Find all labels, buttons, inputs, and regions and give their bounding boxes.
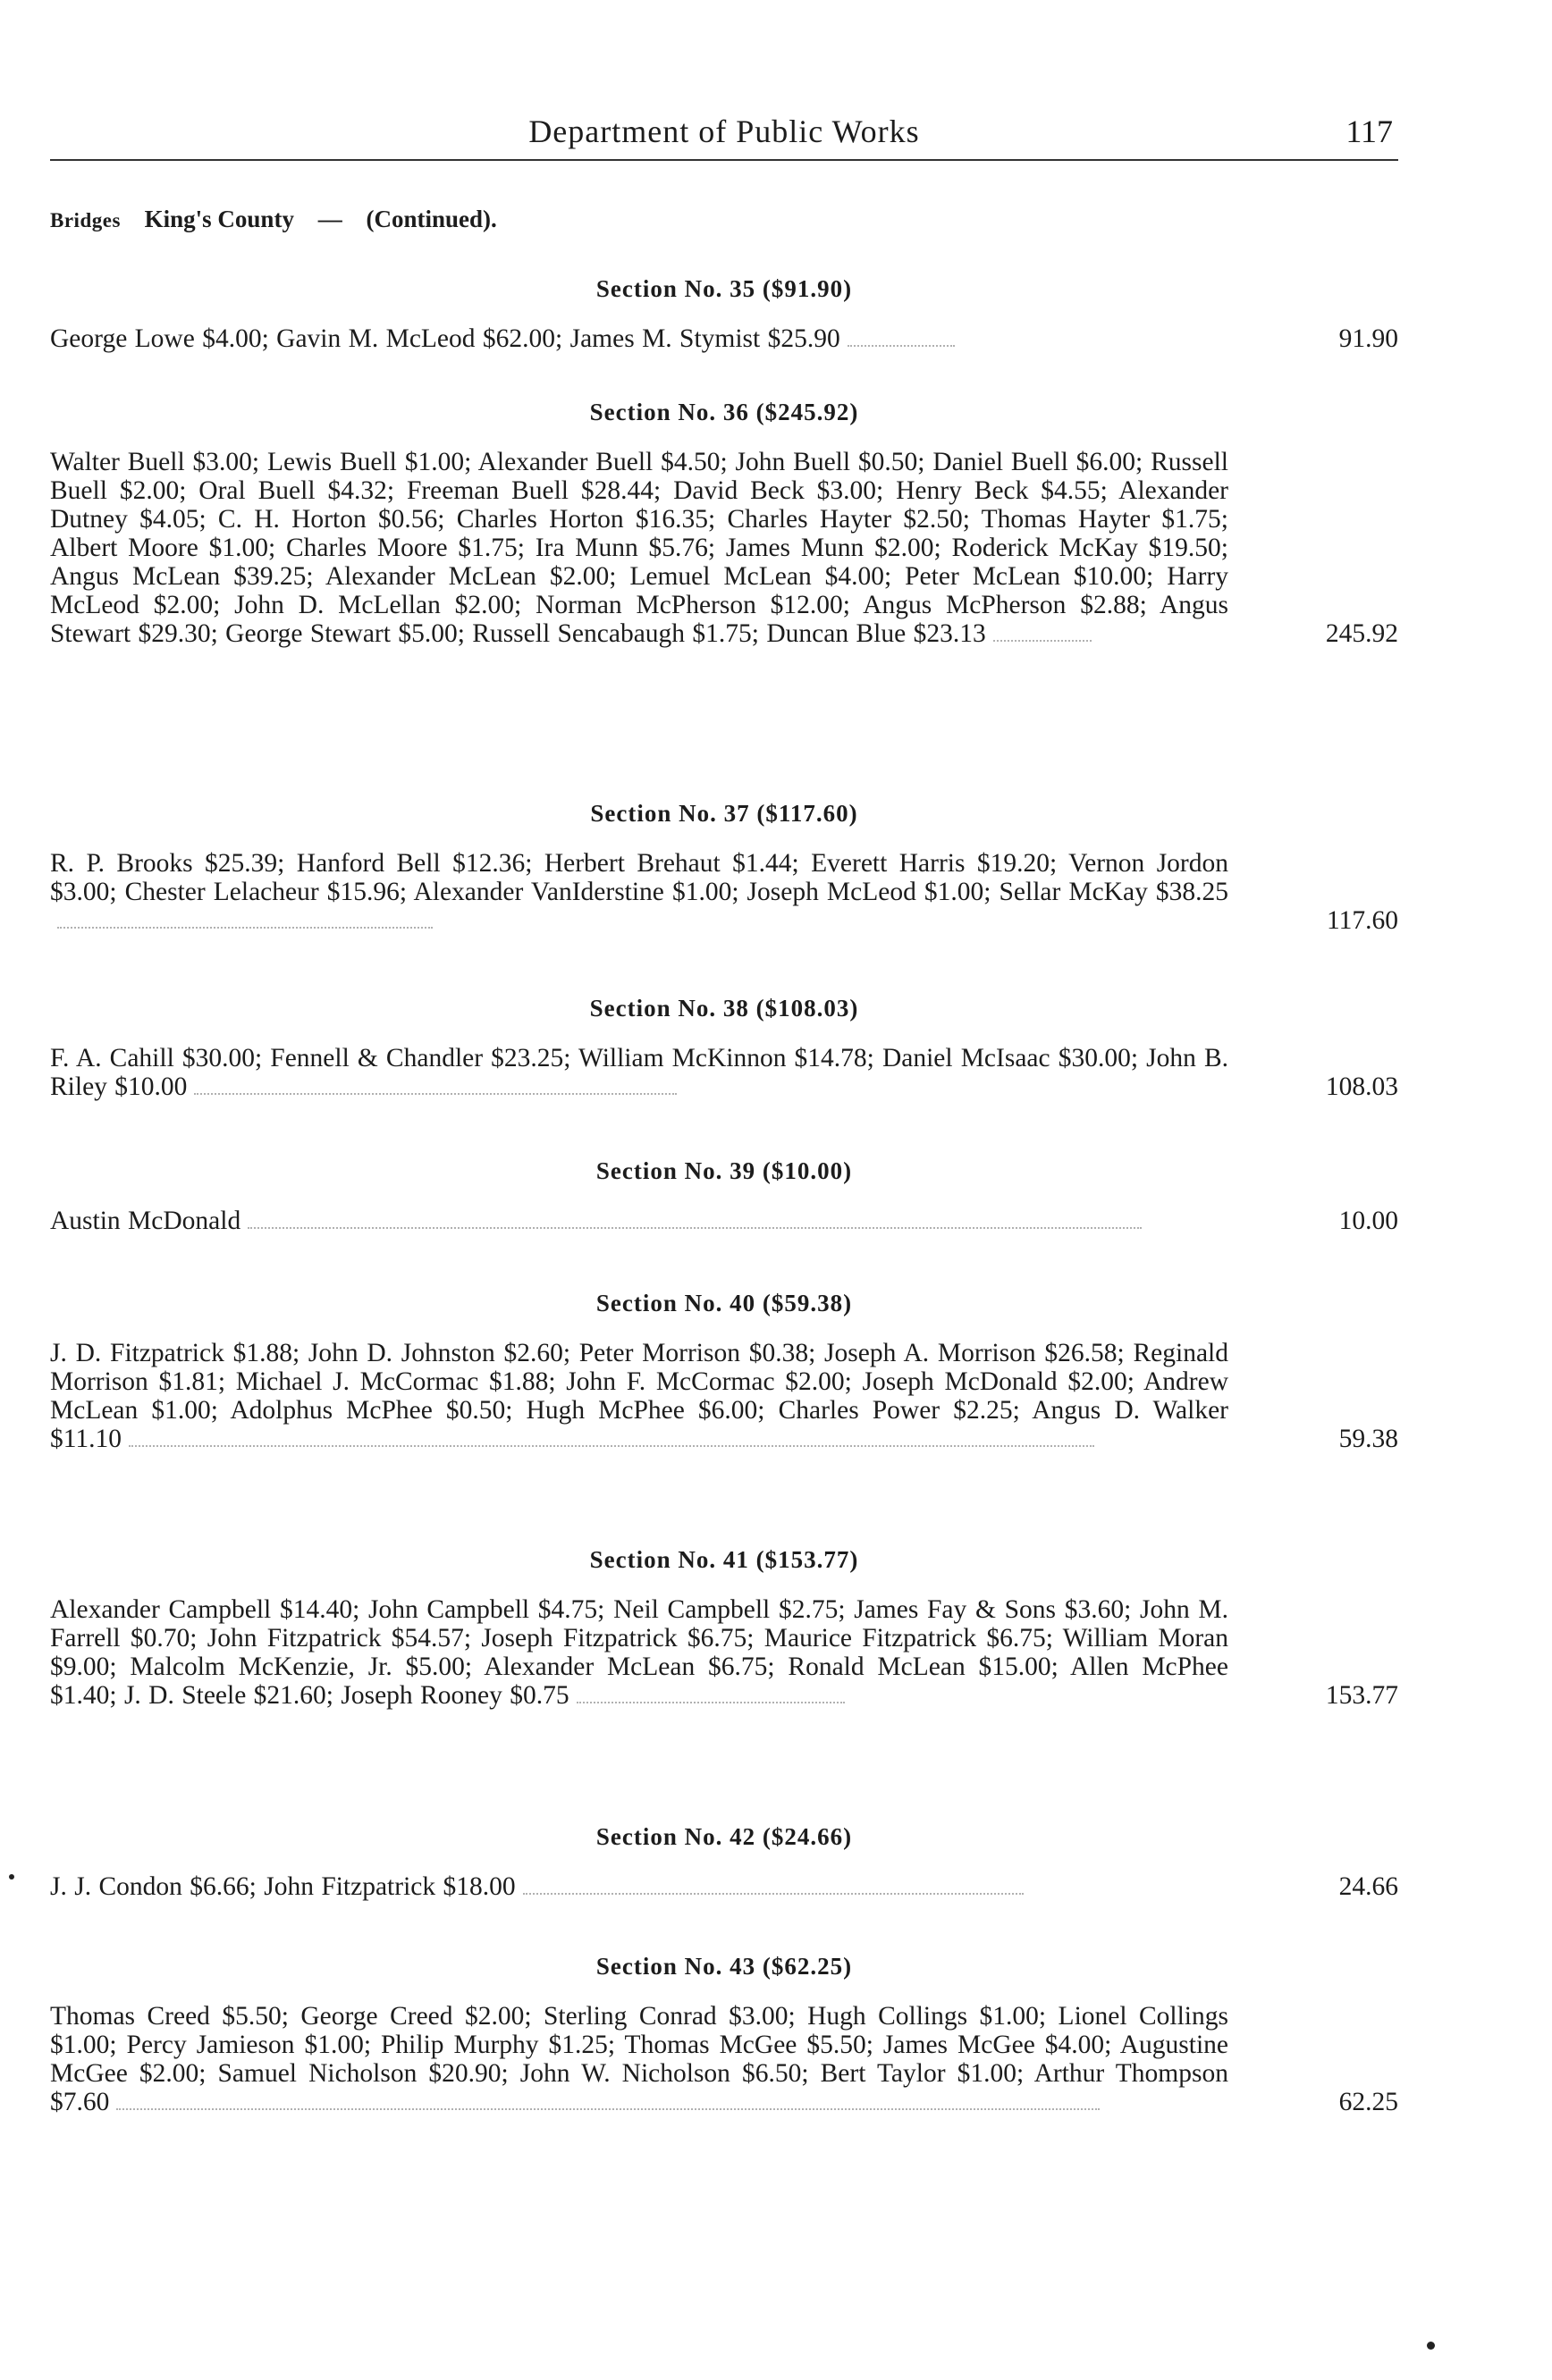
dot-leader <box>57 909 433 929</box>
page-number: 117 <box>1345 114 1393 149</box>
dot-leader <box>129 1427 1094 1447</box>
section-entry <box>50 849 1398 935</box>
section-entry <box>50 1595 1398 1710</box>
payee-text: F. A. Cahill $30.00; Fennell & Chandler $23.25; William McKinnon $14.78; Daniel McIsaac $30.00; John B. Riley $10.00 <box>50 1044 1228 1101</box>
subhead-continued: (Continued). <box>366 206 497 232</box>
running-title: Department of Public Works <box>528 114 920 149</box>
payee-list <box>50 1595 1228 1710</box>
section-title: Section No. 40 ($59.38) <box>595 1290 853 1316</box>
section-title: Section No. 38 ($108.03) <box>589 995 859 1022</box>
payee-list <box>50 1044 1228 1101</box>
running-head <box>50 105 1398 161</box>
section-amount: 10.00 <box>1338 1207 1398 1235</box>
dot-leader <box>577 1684 845 1703</box>
payee-text: Walter Buell $3.00; Lewis Buell $1.00; Alexander Buell $4.50; John Buell $0.50; Daniel Buell $6.00; Russell Buell $2.00; Oral Buell $4.32; Freeman Buell $28.44; David Beck $3.00; Henry Beck $4.55; Alexander Dutney $4.05; C. H. Horton $0.56; Charles Horton $16.35; Charles Hayter $2.50; Thomas Hayter $1.75; Albert Moore $1.00; Charles Moore $1.75; Ira Munn $5.76; James Munn $2.00; Roderick McKay $19.50; Angus McLean $39.25; Alexander McLean $2.00; Lemuel McLean $4.00; Peter McLean $10.00; Harry McLeod $2.00; John D. McLellan $2.00; Norman McPherson $12.00; Angus McPherson $2.88; Angus Stewart $29.30; George Stewart $5.00; Russell Sencabaugh $1.75; Duncan Blue $23.13 <box>50 448 1228 648</box>
section-amount: 91.90 <box>1338 324 1398 353</box>
subhead-dash: — <box>317 206 342 232</box>
dot-leader <box>523 1875 1024 1895</box>
section-42 <box>50 1821 1398 1901</box>
payee-text: Thomas Creed $5.50; George Creed $2.00; Sterling Conrad $3.00; Hugh Collings $1.00; Lionel Collings $1.00; Percy Jamieson $1.00; Philip Murphy $1.25; Thomas McGee $5.50; James McGee $4.00; Augustine McGee $2.00; Samuel Nicholson $20.90; John W. Nicholson $6.50; Bert Taylor $1.00; Arthur Thompson $7.60 <box>50 2002 1228 2116</box>
payee-list <box>50 448 1228 648</box>
section-title: Section No. 37 ($117.60) <box>590 800 858 827</box>
section-38 <box>50 992 1398 1101</box>
payee-list <box>50 324 1228 353</box>
section-amount: 59.38 <box>1338 1425 1398 1453</box>
subhead-label: Bridges <box>50 209 121 231</box>
dot-leader <box>116 2090 1100 2110</box>
payee-list <box>50 2002 1228 2116</box>
section-title: Section No. 39 ($10.00) <box>595 1157 853 1184</box>
section-amount: 153.77 <box>1325 1681 1398 1710</box>
dot-leader <box>848 327 955 347</box>
section-entry <box>50 1872 1398 1901</box>
payee-text: J. D. Fitzpatrick $1.88; John D. Johnston $2.60; Peter Morrison $0.38; Joseph A. Morrison $26.58; Reginald Morrison $1.81; Michael J. McCormac $1.88; John F. McCormac $2.00; Joseph McDonald $2.00; Andrew McLean $1.00; Adolphus McPhee $0.50; Hugh McPhee $6.00; Charles Power $2.25; Angus D. Walker $11.10 <box>50 1339 1228 1453</box>
section-entry <box>50 1339 1398 1453</box>
dot-leader <box>993 622 1092 642</box>
subhead <box>50 206 515 233</box>
section-amount: 24.66 <box>1338 1872 1398 1901</box>
dot-leader <box>248 1209 1142 1229</box>
dot-leader <box>194 1075 677 1095</box>
section-40 <box>50 1287 1398 1453</box>
section-37 <box>50 797 1398 935</box>
payee-list <box>50 849 1228 935</box>
margin-speck <box>1427 2342 1435 2350</box>
section-41 <box>50 1543 1398 1710</box>
section-amount: 117.60 <box>1326 906 1398 935</box>
payee-text: George Lowe $4.00; Gavin M. McLeod $62.00; James M. Stymist $25.90 <box>50 324 840 353</box>
section-entry <box>50 2002 1398 2116</box>
section-title: Section No. 36 ($245.92) <box>589 399 859 425</box>
payee-list <box>50 1339 1228 1453</box>
subhead-county: King's County <box>144 206 294 232</box>
section-entry <box>50 1044 1398 1101</box>
payee-text: Austin McDonald <box>50 1207 241 1235</box>
section-entry <box>50 1207 1398 1235</box>
payee-text: R. P. Brooks $25.39; Hanford Bell $12.36; Herbert Brehaut $1.44; Everett Harris $19.20; Vernon Jordon $3.00; Chester Lelacheur $15.96; Alexander VanIderstine $1.00; Joseph McLeod $1.00; Sellar McKay $38.25 <box>50 849 1228 906</box>
section-39 <box>50 1155 1398 1235</box>
payee-text: Alexander Campbell $14.40; John Campbell $4.75; Neil Campbell $2.75; James Fay & Sons $3.60; John M. Farrell $0.70; John Fitzpatrick $54.57; Joseph Fitzpatrick $6.75; Maurice Fitzpatrick $6.75; William Moran $9.00; Malcolm McKenzie, Jr. $5.00; Alexander McLean $6.75; Ronald McLean $15.00; Allen McPhee $1.40; J. D. Steele $21.60; Joseph Rooney $0.75 <box>50 1595 1228 1710</box>
section-title: Section No. 42 ($24.66) <box>595 1823 853 1850</box>
section-amount: 108.03 <box>1325 1072 1398 1101</box>
section-title: Section No. 35 ($91.90) <box>595 275 853 302</box>
section-36 <box>50 396 1398 648</box>
margin-speck <box>9 1874 14 1880</box>
payee-list <box>50 1207 1228 1235</box>
section-title: Section No. 43 ($62.25) <box>595 1953 853 1980</box>
section-amount: 245.92 <box>1325 619 1398 648</box>
section-amount: 62.25 <box>1338 2088 1398 2116</box>
section-entry <box>50 448 1398 648</box>
section-entry <box>50 324 1398 353</box>
section-title: Section No. 41 ($153.77) <box>589 1546 859 1573</box>
payee-text: J. J. Condon $6.66; John Fitzpatrick $18.00 <box>50 1872 516 1901</box>
section-43 <box>50 1950 1398 2116</box>
section-35 <box>50 273 1398 353</box>
payee-list <box>50 1872 1228 1901</box>
